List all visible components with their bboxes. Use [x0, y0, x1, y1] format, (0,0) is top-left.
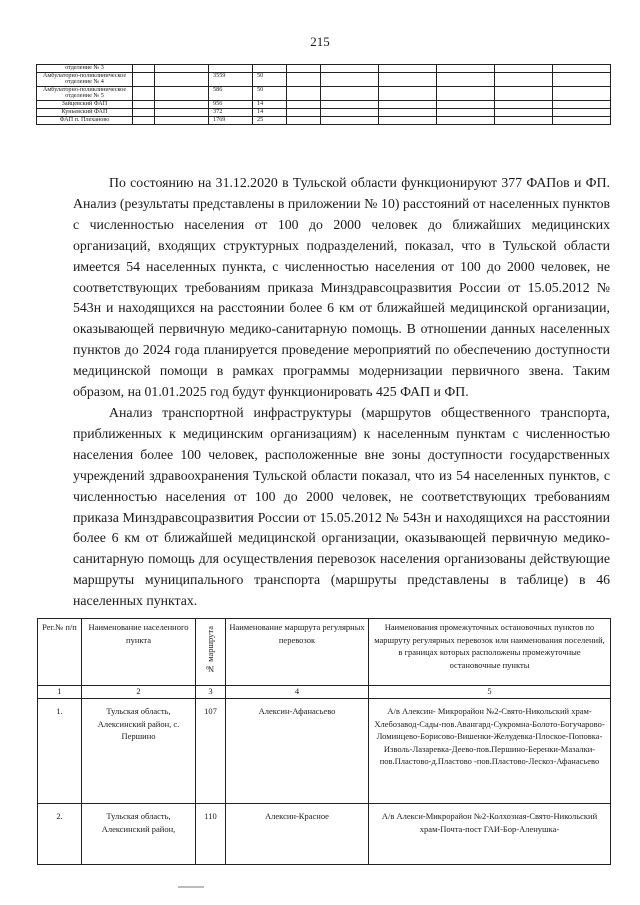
facility-value: 586: [209, 86, 253, 100]
facility-value: 50: [253, 86, 287, 100]
facility-name: Куньевский ФАП: [37, 108, 133, 116]
facility-name: отделение № 3: [37, 65, 133, 73]
row-num: 2.: [38, 804, 82, 865]
column-index: 4: [226, 686, 369, 699]
facility-name: Зайцевский ФАП: [37, 100, 133, 108]
paragraph: По состоянию на 31.12.2020 в Тульской области функционируют 377 ФАПов и ФП. Анализ (результаты представлены в приложении № 10) расстояний от населенных пунктов с численностью населения от 100 до 2000 человек до ближайших медицинских организаций, входящих структурных подразделений, показал, что в Тульской области имеется 54 населенных пункта, с численностью населения от 100 до 2000 человек, не соответствующих требованиям приказа Минздравсоцразвития России от 15.05.2012 № 543н и находящихся на расстоянии более 6 км от ближайшей медицинской организации, оказывающей первичную медико-санитарную помощь. В отношении данных населенных пунктов до 2024 года планируется проведение мероприятий по обеспечению доступности медицинской помощи в рамках программы модернизации первичного звена. Таким образом, на 01.01.2025 год будут функционировать 425 ФАП и ФП.: [73, 175, 610, 400]
scan-artifact: [178, 886, 204, 888]
facility-name: Амбулаторно-поликлиническое отделение № 4: [37, 73, 133, 87]
facility-name: Амбулаторно-поликлиническое отделение № 5: [37, 86, 133, 100]
column-index: 2: [82, 686, 196, 699]
header-settlement: Наименование населенного пункта: [82, 619, 196, 686]
table-row: [37, 100, 611, 108]
facility-value: 50: [253, 73, 287, 87]
facility-value: 14: [253, 108, 287, 116]
table-index-row: [38, 686, 611, 699]
header-num: Рег.№ п/п: [38, 619, 82, 686]
row-settlement: Тульская область, Алексинский район,: [82, 804, 196, 865]
row-route-no: 110: [196, 804, 226, 865]
table-row: [37, 116, 611, 124]
facilities-table-fragment: [36, 64, 611, 125]
row-num: 1.: [38, 699, 82, 804]
table-row: [38, 699, 611, 804]
table-row: [37, 73, 611, 87]
header-route-no: № маршрута: [205, 626, 216, 675]
header-route-name: Наименование маршрута регулярных перевозок: [226, 619, 369, 686]
routes-table: [37, 618, 611, 865]
page-number: 215: [310, 34, 330, 49]
row-settlement: Тульская область, Алексинский район, с. Першино: [82, 699, 196, 804]
paragraph: Анализ транспортной инфраструктуры (маршрутов общественного транспорта, приближенных к медицинским организациям) к населенным пунктам с численностью населения более 100 человек, расположенные вне зоны доступности государственных учреждений здравоохранения Тульской области показал, что из 54 населенных пунктов, с численностью населения от 100 до 2000 человек, не соответствующих требованиям приказа Минздравсоцразвития России от 15.05.2012 № 543н и находящихся на расстоянии более 6 км от ближайшей медицинской организации, оказывающей первичную медико-санитарную помощь для осуществления перевозок населения организованы действующие маршруты муниципального транспорта (маршруты представлены в таблице) в 46 населенных пунктах.: [73, 404, 610, 609]
column-index: 5: [369, 686, 611, 699]
facility-value: 14: [253, 100, 287, 108]
table-row: [38, 804, 611, 865]
facility-value: 956: [209, 100, 253, 108]
table-row: [37, 108, 611, 116]
body-text: [73, 173, 610, 612]
header-stops: Наименования промежуточных остановочных пунктов по маршруту регулярных перевозок или наименования поселений, в границах которых расположены промежуточные остановочные пункты: [369, 619, 611, 686]
row-route-no: 107: [196, 699, 226, 804]
facility-value: 25: [253, 116, 287, 124]
facility-name: ФАП п. Плеханово: [37, 116, 133, 124]
row-stops: А/в Алекси-Микрорайон №2-Колхозная-Свято-Никольский храм-Почта-пост ГАИ-Бор-Аленушка-: [369, 804, 611, 865]
row-route-name: Алексин-Красное: [226, 804, 369, 865]
facility-value: 3559: [209, 73, 253, 87]
facility-value: 372: [209, 108, 253, 116]
column-index: 1: [38, 686, 82, 699]
column-index: 3: [196, 686, 226, 699]
table-row: [37, 86, 611, 100]
row-stops: А/в Алексин- Микрорайон №2-Свято-Никольский храм-Хлебозавод-Сады-пов.Авангард-Сукромна-Болото-Богучарово-Ломинцево-Борисово-Вишенки-Желудевка-Плоское-Поповка-Изволь-Лазаревка-Деево-пов.Першино-Беренки-Мазалки-пов.Пластово-д.Пластово -пов.Пластово-Лескоз-Афанасьево: [369, 699, 611, 804]
row-route-name: Алексин-Афанасьево: [226, 699, 369, 804]
table-header-row: [38, 619, 611, 686]
facility-value: 1769: [209, 116, 253, 124]
